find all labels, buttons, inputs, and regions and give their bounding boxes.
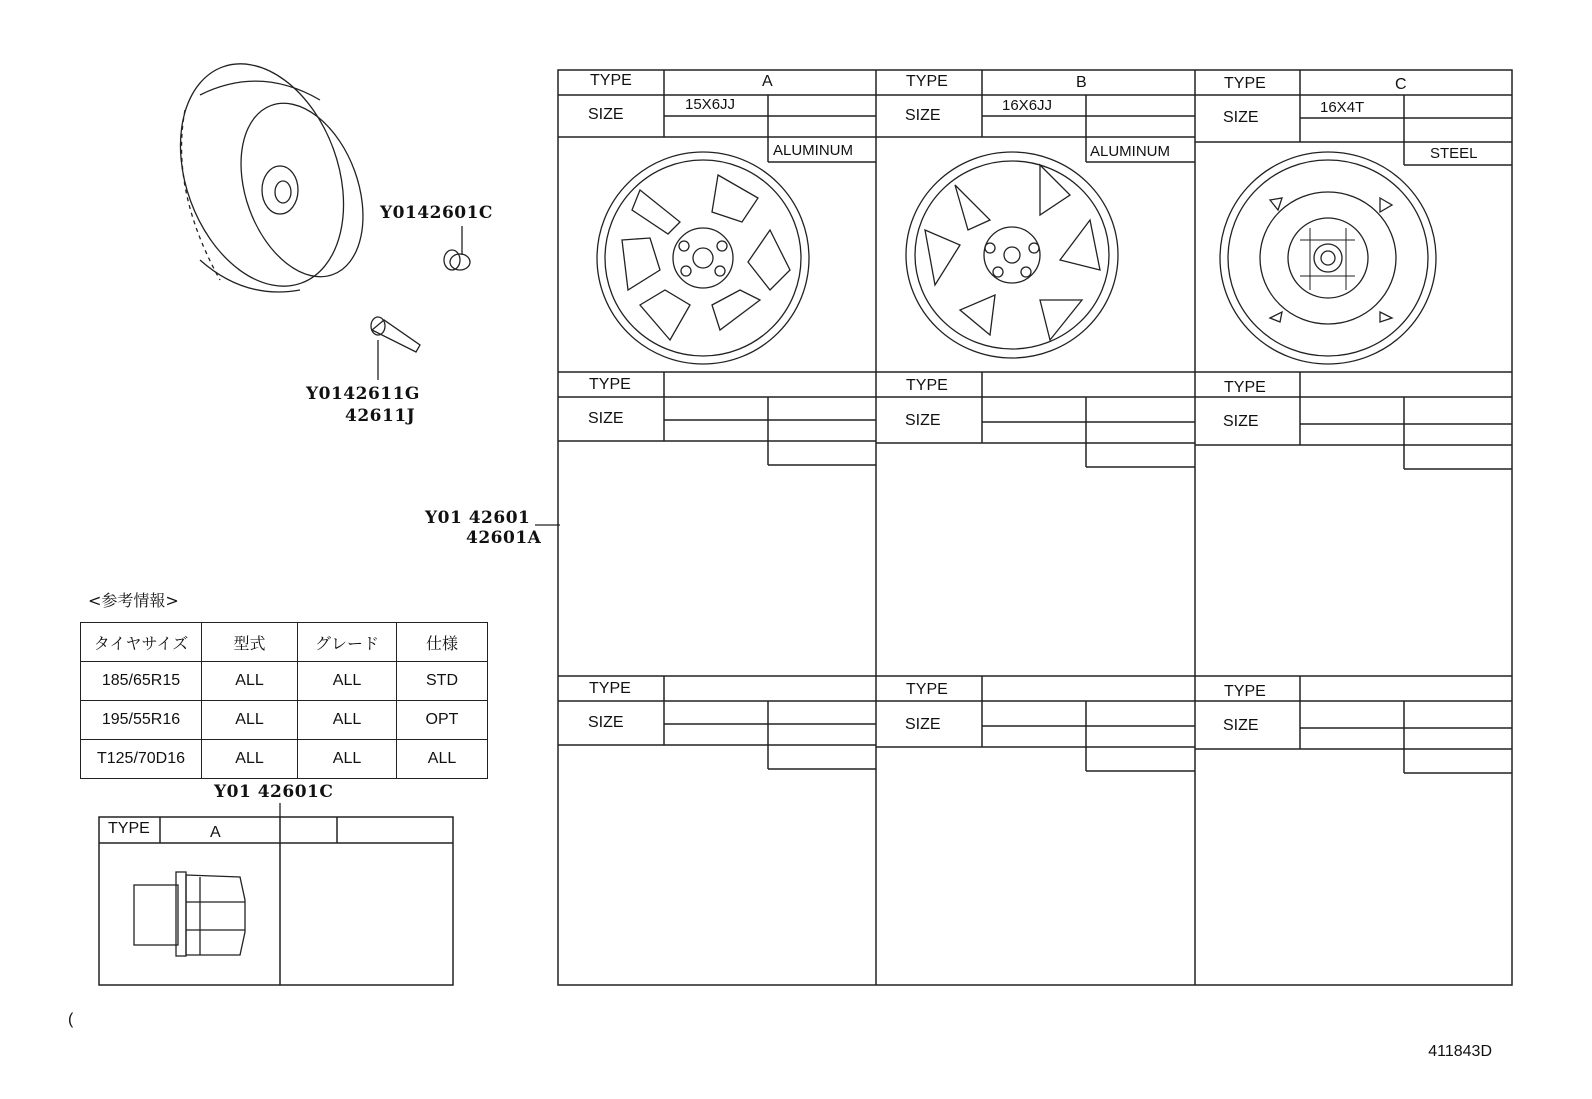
reference-heading: <参考情報>	[88, 591, 179, 610]
table-row	[81, 740, 488, 779]
tire-wheel-assembly-icon	[151, 41, 385, 309]
type-label-r3a: TYPE	[589, 680, 631, 697]
diagram-code: 411843D	[1428, 1043, 1492, 1060]
size-label-r3b: SIZE	[905, 716, 941, 733]
footer-mark: (	[68, 1011, 74, 1028]
table-cell: STD	[397, 662, 488, 701]
callout-cap: Y0142601C	[380, 203, 493, 223]
reference-header-cell: 仕様	[397, 623, 488, 662]
size-label-r3a: SIZE	[588, 714, 624, 731]
table-cell: OPT	[397, 701, 488, 740]
material-c: STEEL	[1430, 145, 1478, 162]
type-label-b: TYPE	[906, 73, 948, 90]
size-value-a: 15X6JJ	[685, 96, 736, 113]
size-label-b: SIZE	[905, 107, 941, 124]
callout-wheel-1: Y01 42601	[425, 508, 531, 528]
type-value-c: C	[1395, 76, 1407, 93]
callout-valve-2: 42611J	[345, 406, 416, 426]
material-a: ALUMINUM	[773, 142, 854, 159]
reference-table	[80, 622, 488, 779]
table-row	[81, 662, 488, 701]
reference-header-cell: タイヤサイズ	[81, 623, 202, 662]
table-cell: 185/65R15	[81, 662, 202, 701]
lug-nut-icon	[134, 872, 245, 956]
table-row	[81, 701, 488, 740]
type-value-b: B	[1076, 74, 1087, 91]
table-cell: 195/55R16	[81, 701, 202, 740]
reference-header-cell: グレード	[298, 623, 397, 662]
nut-type-label: TYPE	[108, 820, 150, 837]
type-label-r3c: TYPE	[1224, 683, 1266, 700]
size-label-a: SIZE	[588, 106, 624, 123]
type-label-r2c: TYPE	[1224, 379, 1266, 396]
size-label-r2b: SIZE	[905, 412, 941, 429]
size-label-r3c: SIZE	[1223, 717, 1259, 734]
hub-cap-icon	[444, 226, 470, 270]
table-cell: T125/70D16	[81, 740, 202, 779]
callout-valve-1: Y0142611G	[306, 384, 420, 404]
type-label-r3b: TYPE	[906, 681, 948, 698]
table-cell: ALL	[298, 740, 397, 779]
type-label-r2b: TYPE	[906, 377, 948, 394]
callout-nut: Y01 42601C	[214, 782, 334, 802]
wheel-a-icon	[597, 152, 809, 364]
wheel-grid	[558, 70, 1512, 985]
wheel-b-icon	[906, 152, 1118, 358]
wheel-c-icon	[1220, 152, 1436, 364]
size-label-r2a: SIZE	[588, 410, 624, 427]
type-label-c: TYPE	[1224, 75, 1266, 92]
table-cell: ALL	[202, 701, 298, 740]
table-cell: ALL	[202, 740, 298, 779]
type-value-a: A	[762, 73, 773, 90]
size-label-r2c: SIZE	[1223, 413, 1259, 430]
size-value-b: 16X6JJ	[1002, 97, 1053, 114]
table-cell: ALL	[202, 662, 298, 701]
nut-type-value: A	[210, 824, 221, 841]
nut-table	[99, 817, 453, 985]
material-b: ALUMINUM	[1090, 143, 1171, 160]
reference-header-cell: 型式	[202, 623, 298, 662]
callout-wheel-2: 42601A	[466, 528, 542, 548]
size-value-c: 16X4T	[1320, 99, 1365, 116]
size-label-c: SIZE	[1223, 109, 1259, 126]
table-cell: ALL	[397, 740, 488, 779]
table-cell: ALL	[298, 701, 397, 740]
reference-header-row	[81, 623, 488, 662]
type-label-a: TYPE	[590, 72, 632, 89]
valve-stem-icon	[371, 317, 420, 380]
table-cell: ALL	[298, 662, 397, 701]
type-label-r2a: TYPE	[589, 376, 631, 393]
